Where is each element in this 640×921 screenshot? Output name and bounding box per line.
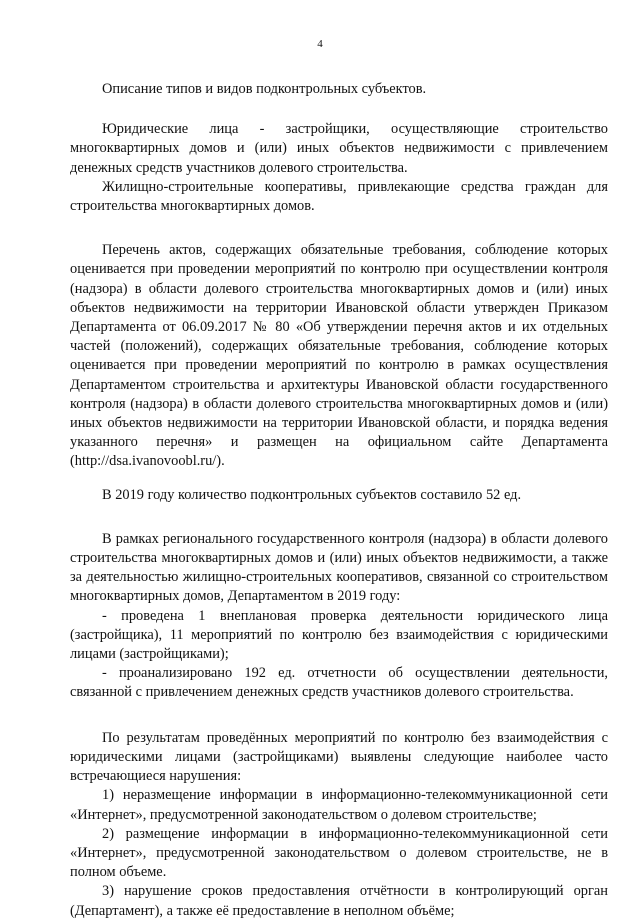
paragraph-control-activities: В рамках регионального государственного контроля (надзора) в области долевого строительства многоквартирных домов и (или) иных объектов недвижимости, а также за деятельностью жилищно-строительных кооперативов, связанной со строительством многоквартирных домов, Департаментом в 2019 году: bbox=[70, 530, 608, 605]
paragraph-violations-intro: По результатам проведённых мероприятий по контролю без взаимодействия с юридическими лицами (застройщиками) выявлены следующие наиболее часто встречающиеся нарушения: bbox=[70, 729, 608, 785]
paragraph-subject-types-heading: Описание типов и видов подконтрольных субъектов. bbox=[102, 81, 427, 97]
paragraph-developers: Юридические лица - застройщики, осуществляющие строительство многоквартирных домов и (или) иных объектов недвижимости с привлечением денежных средств участников долевого строительства. bbox=[70, 121, 608, 176]
list-item-inspection: - проведена 1 внеплановая проверка деятельности юридического лица (застройщика), 11 мероприятий по контролю без взаимодействия с юридическими лицами (застройщиками); bbox=[70, 607, 608, 663]
paragraph-acts-list: Перечень актов, содержащих обязательные требования, соблюдение которых оценивается при проведении мероприятий по контролю при осуществлении контроля (надзора) в области долевого строительства многоквартирных домов и (или) иных объектов недвижимости на территории Ивановской области утвержден Приказом Департамента от 06.09.2017 № 80 «Об утверждении перечня актов и их отдельных частей (положений), содержащих обязательные требования, соблюдение которых оценивается при проведении мероприятий по контролю в рамках осуществления Департаментом строительства и архитектуры Ивановской области государственного контроля (надзора) в области долевого строительства многоквартирных домов и (или) иных объектов недвижимости на территории Ивановской области, и порядка ведения указанного перечня» и размещен на официальном сайте Департамента (http://dsa.ivanovoobl.ru/). bbox=[70, 242, 608, 470]
page-number: 4 bbox=[317, 38, 323, 50]
list-item-violation-3: 3) нарушение сроков предоставления отчётности в контролирующий орган (Департамент), а также её предоставление в неполном объёме; bbox=[70, 883, 608, 919]
list-item-reports-analyzed: - проанализировано 192 ед. отчетности об осуществлении деятельности, связанной с привлечением денежных средств участников долевого строительства. bbox=[70, 665, 608, 701]
list-item-violation-1: 1) неразмещение информации в информационно-телекоммуникационной сети «Интернет», предусмотренной законодательством о долевом строительстве; bbox=[70, 787, 608, 823]
document-body bbox=[70, 80, 608, 921]
paragraph-subject-count: В 2019 году количество подконтрольных субъектов составило 52 ед. bbox=[102, 486, 522, 503]
list-item-violation-2: 2) размещение информации в информационно-телекоммуникационной сети «Интернет», предусмотренной законодательством о долевом строительстве, не в полном объеме. bbox=[70, 825, 608, 881]
paragraph-cooperatives: Жилищно-строительные кооперативы, привлекающие средства граждан для строительства многоквартирных домов. bbox=[70, 178, 608, 215]
